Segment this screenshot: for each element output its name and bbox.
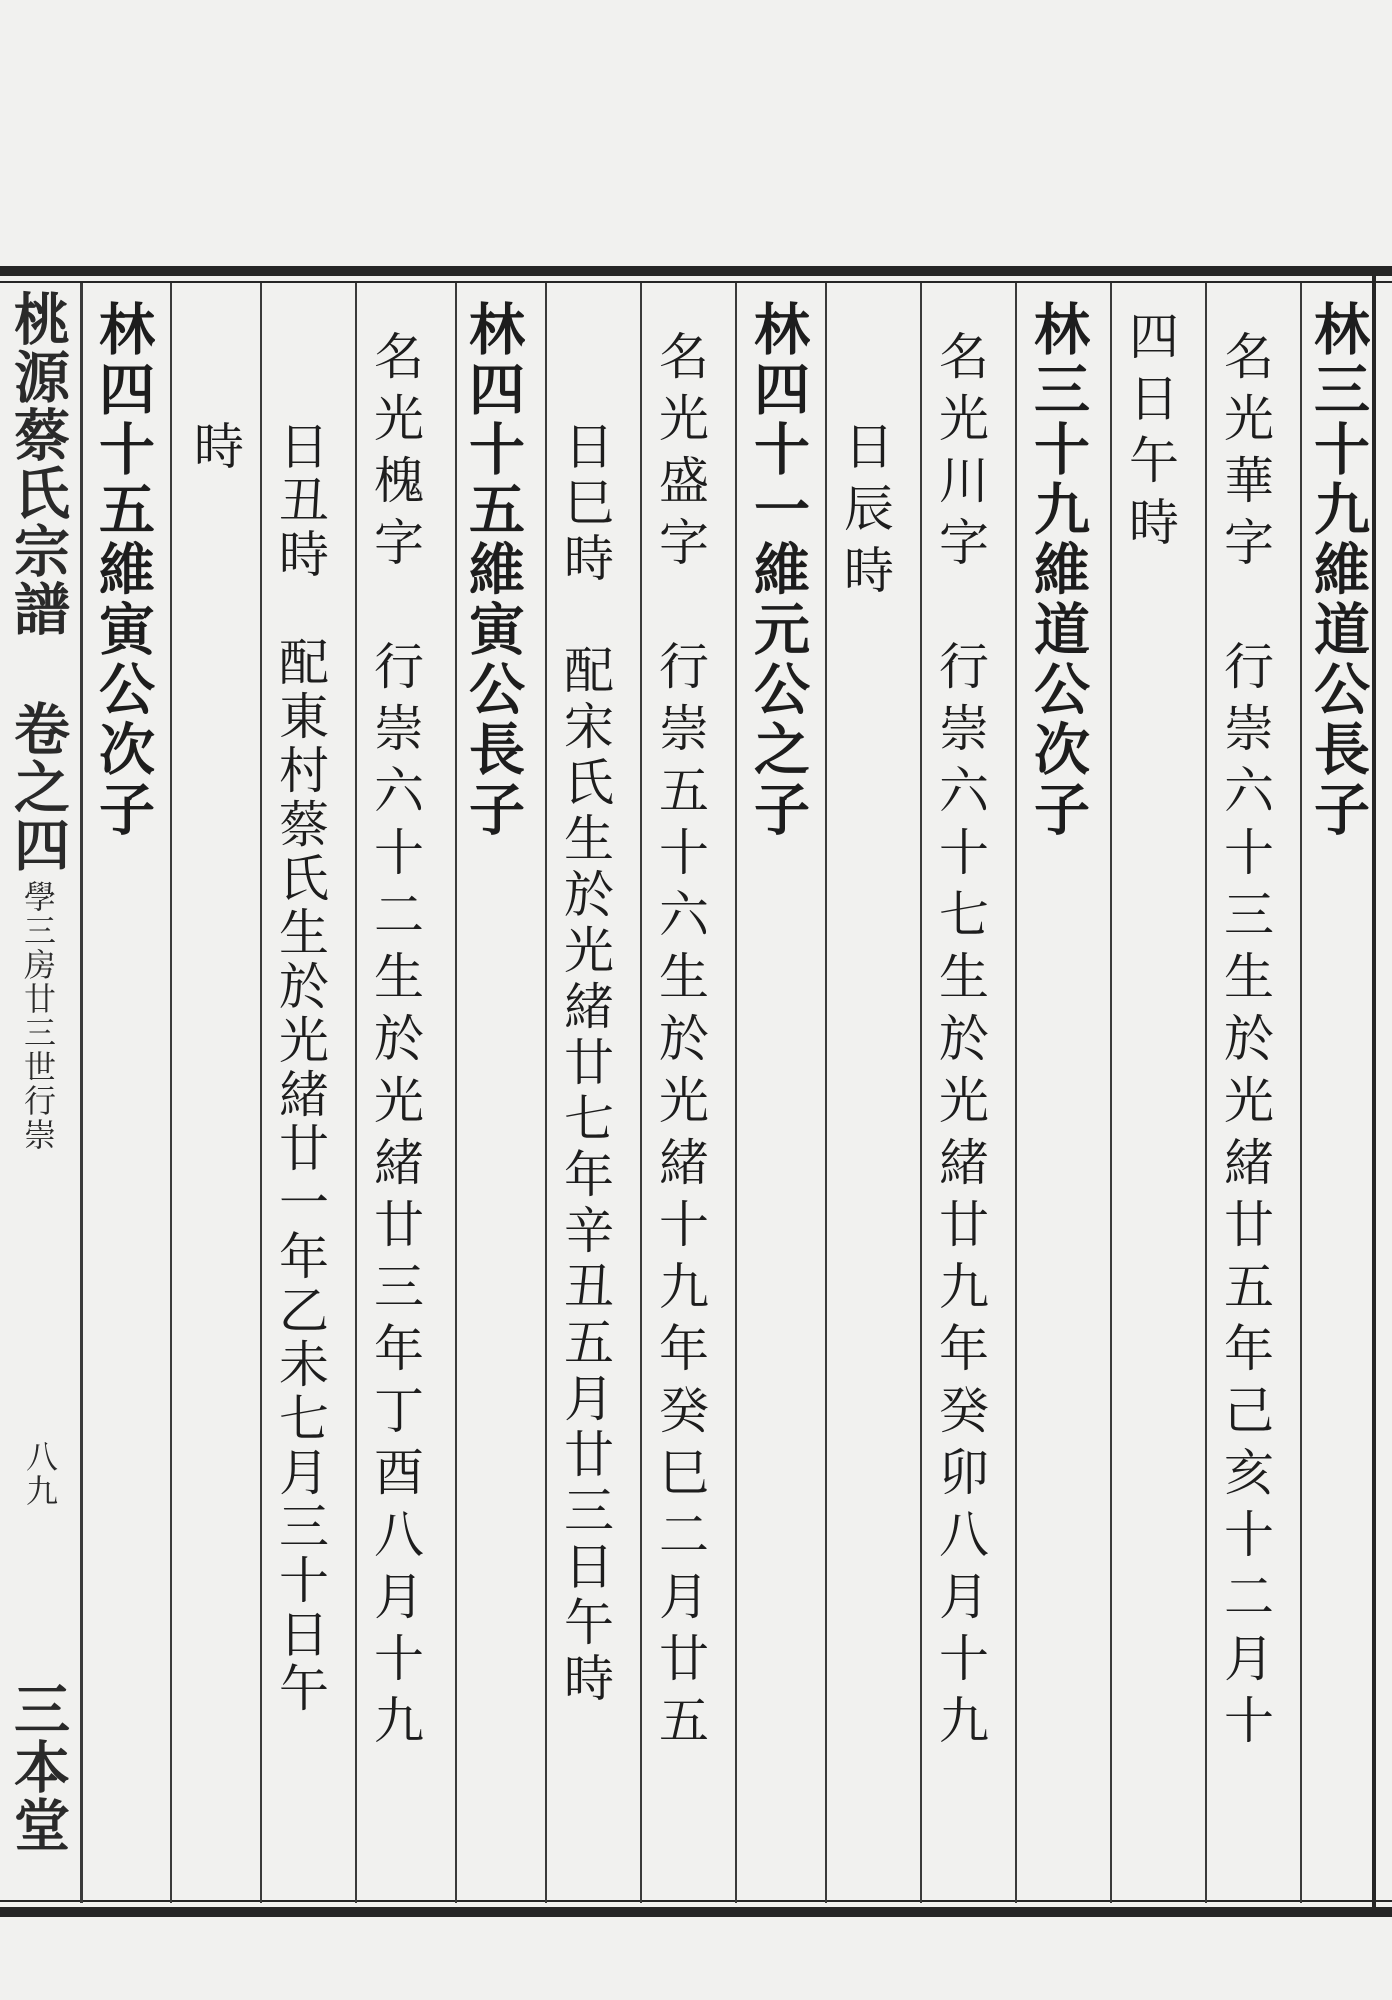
entry-line: 四日午時 (1121, 310, 1179, 558)
entry-line: 日巳時 配宋氏生於光緒廿七年辛丑五月廿三日午時 (556, 420, 614, 1708)
margin-divider (80, 283, 83, 1903)
column-rule (1110, 283, 1112, 1903)
column-rule (825, 283, 827, 1903)
column-rule (455, 283, 457, 1903)
column-rule (920, 283, 922, 1903)
volume-label: 卷之四 (5, 700, 71, 874)
entry-line: 名光川字 行崇六十七生於光緒廿九年癸卯八月十九 (931, 330, 989, 1756)
page-number: 八九 (21, 1440, 59, 1508)
entry-line: 時 (186, 420, 244, 474)
section-label: 學三房廿三世行崇 (19, 880, 57, 1152)
entry-line: 名光盛字 行崇五十六生於光緒十九年癸巳二月廿五 (651, 330, 709, 1756)
entry-heading: 林三十九維道公次子 (1025, 300, 1091, 840)
entry-line: 名光槐字 行崇六十二生於光緒廿三年丁酉八月十九 (366, 330, 424, 1756)
entry-heading: 林四十一維元公之子 (745, 300, 811, 840)
column-rule (1205, 283, 1207, 1903)
bottom-border (0, 1907, 1392, 1917)
column-rule (260, 283, 262, 1903)
column-rule (545, 283, 547, 1903)
hall-name: 三本堂 (5, 1680, 71, 1854)
entry-heading: 林三十九維道公長子 (1305, 300, 1371, 840)
column-rule (640, 283, 642, 1903)
column-rule (1015, 283, 1017, 1903)
bottom-border-inner (0, 1900, 1392, 1902)
entry-heading: 林四十五維寅公次子 (90, 300, 156, 840)
entry-line: 日辰時 (836, 420, 894, 606)
column-rule (170, 283, 172, 1903)
column-rule (735, 283, 737, 1903)
top-border-inner (0, 281, 1392, 283)
entry-heading: 林四十五維寅公長子 (460, 300, 526, 840)
entry-line: 名光華字 行崇六十三生於光緒廿五年己亥十二月十 (1216, 330, 1274, 1756)
entry-line: 日丑時 配東村蔡氏生於光緒廿一年乙未七月三十日午 (271, 420, 329, 1716)
book-title: 桃源蔡氏宗譜 (5, 290, 71, 638)
column-rule (355, 283, 357, 1903)
top-border (0, 266, 1392, 276)
column-rule (1300, 283, 1302, 1903)
right-border (1372, 266, 1376, 1917)
